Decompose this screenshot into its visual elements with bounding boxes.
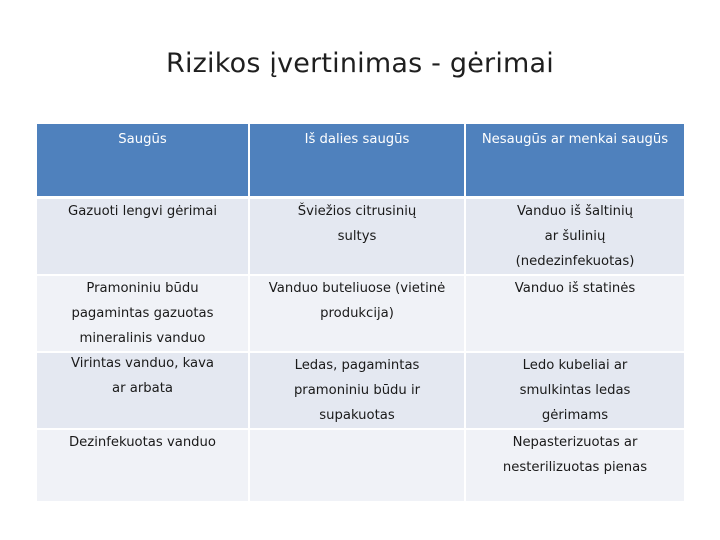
table-cell: Vanduo iš šaltinių ar šulinių (nedezinfekuotas) (466, 199, 684, 276)
table-cell: Šviežios citrusinių sultys (250, 199, 466, 276)
table-row (37, 276, 684, 353)
table-cell: Ledo kubeliai ar smulkintas ledas gėrimams (466, 353, 684, 430)
slide-title: Rizikos įvertinimas - gėrimai (166, 48, 554, 79)
header-partially-safe: Iš dalies saugūs (250, 124, 466, 199)
table-cell: Dezinfekuotas vanduo (37, 430, 250, 503)
table-cell: Nepasterizuotas ar nesterilizuotas pienas (466, 430, 684, 503)
table-cell: Ledas, pagamintas pramoniniu būdu ir supakuotas (250, 353, 466, 430)
table-cell: Pramoniniu būdu pagamintas gazuotas mineralinis vanduo (37, 276, 250, 353)
table-cell: Virintas vanduo, kava ar arbata (37, 353, 250, 430)
table-row (37, 199, 684, 276)
table-row (37, 430, 684, 503)
header-unsafe: Nesaugūs ar menkai saugūs (466, 124, 684, 199)
table-cell: Gazuoti lengvi gėrimai (37, 199, 250, 276)
table-row (37, 353, 684, 430)
risk-assessment-table (37, 124, 684, 503)
table-cell: Vanduo iš statinės (466, 276, 684, 353)
table-header-row (37, 124, 684, 199)
header-safe: Saugūs (37, 124, 250, 199)
table-cell (250, 430, 466, 503)
table-cell: Vanduo buteliuose (vietinė produkcija) (250, 276, 466, 353)
